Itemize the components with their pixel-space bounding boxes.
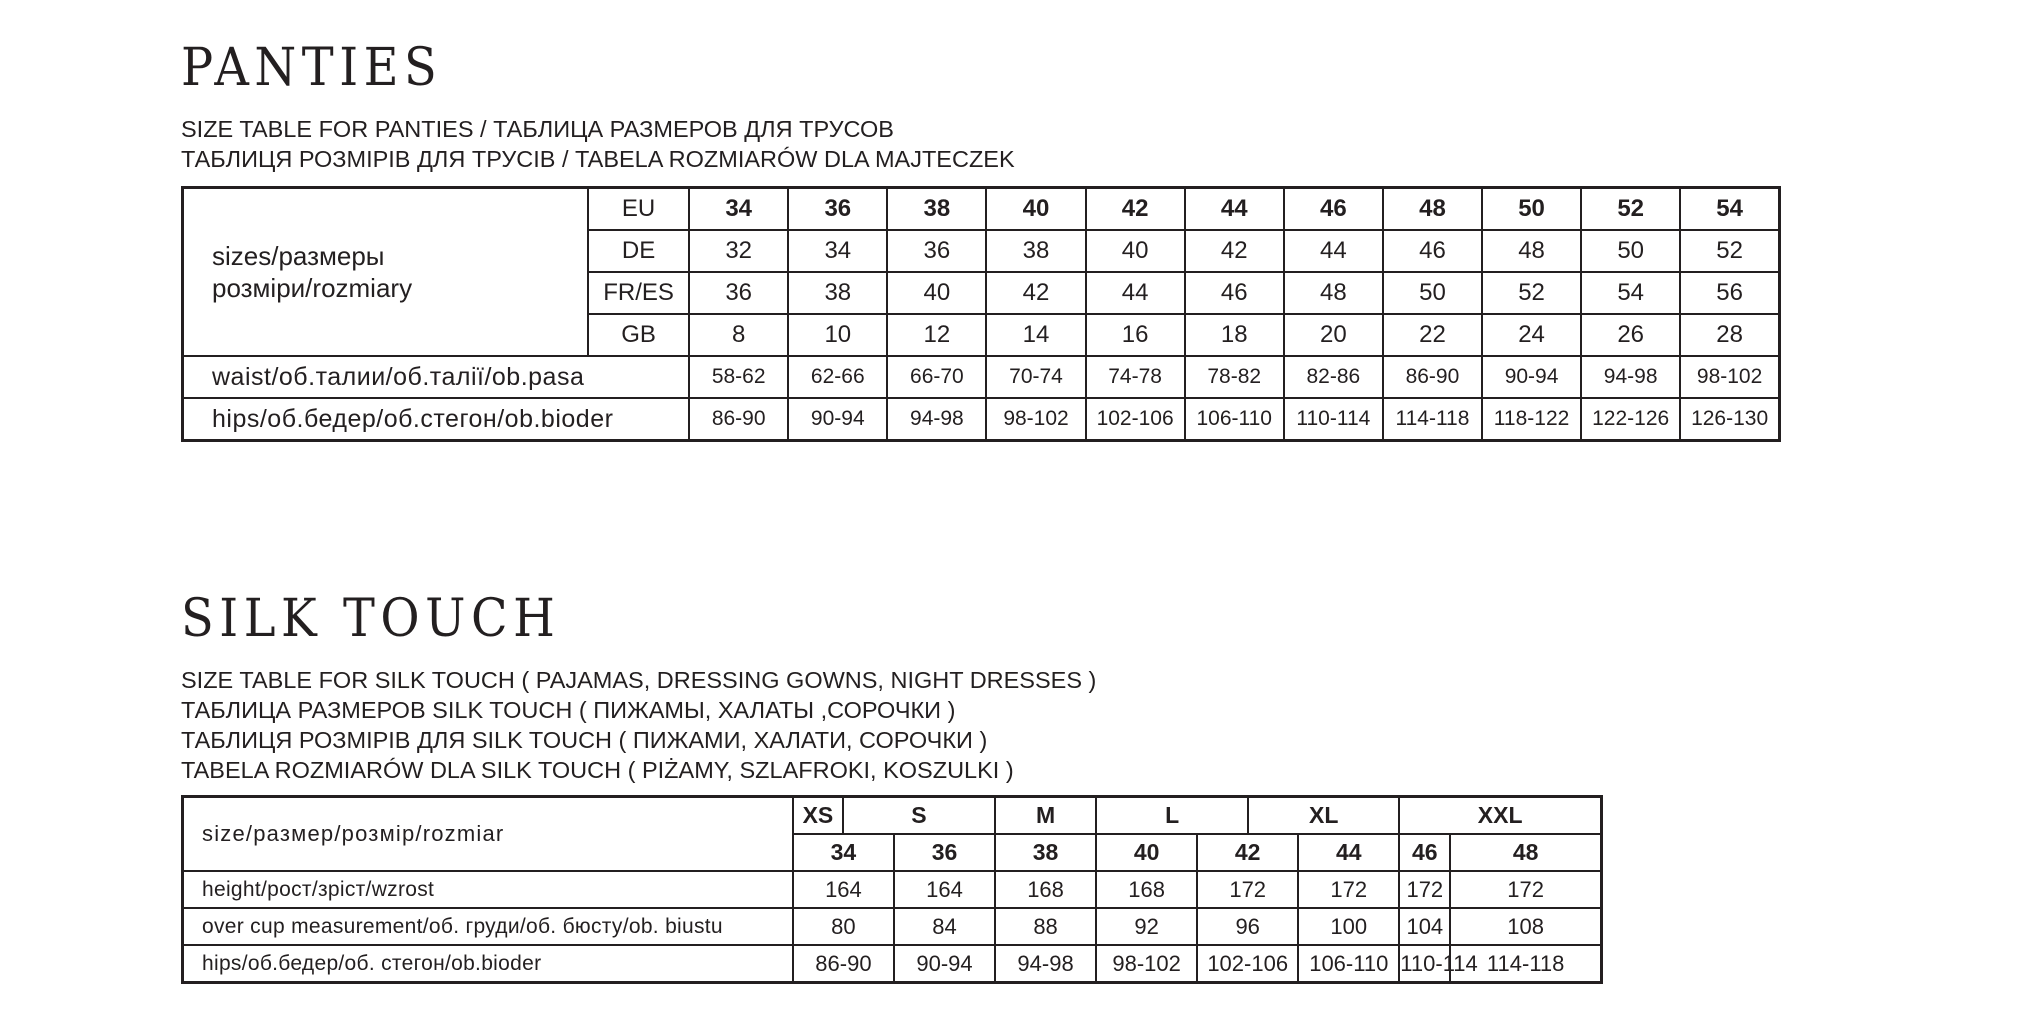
panties-subtitle xyxy=(181,114,1015,174)
measurement-cell: 98-102 xyxy=(986,398,1085,441)
measurement-cell: 80 xyxy=(793,908,894,945)
size-cell: 46 xyxy=(1284,188,1383,231)
measurement-cell: 86-90 xyxy=(793,945,894,983)
measurement-cell: 86-90 xyxy=(1383,356,1482,398)
number-size-cell: 36 xyxy=(894,834,995,871)
size-system-label: FR/ES xyxy=(588,272,689,314)
measurement-cell: 102-106 xyxy=(1197,945,1298,983)
size-cell: 12 xyxy=(887,314,986,356)
size-system-label: DE xyxy=(588,230,689,272)
sizes-label-line: розміри/rozmiary xyxy=(212,273,413,303)
measurement-cell: 66-70 xyxy=(887,356,986,398)
size-cell: 50 xyxy=(1581,230,1680,272)
table-row xyxy=(183,908,1602,945)
size-cell: 48 xyxy=(1284,272,1383,314)
size-cell: 10 xyxy=(788,314,887,356)
measurement-label: hips/об.бедер/об. стегон/ob.bioder xyxy=(183,945,793,983)
measurement-label: waist/об.талии/об.талії/ob.pasa xyxy=(183,356,690,398)
measurement-cell: 106-110 xyxy=(1298,945,1399,983)
panties-subtitle-line: SIZE TABLE FOR PANTIES / ТАБЛИЦА РАЗМЕРОВ ДЛЯ ТРУСОВ xyxy=(181,116,894,142)
silk-table-body xyxy=(183,797,1602,983)
measurement-cell: 94-98 xyxy=(1581,356,1680,398)
size-cell: 44 xyxy=(1086,272,1185,314)
table-row xyxy=(183,945,1602,983)
size-cell: 14 xyxy=(986,314,1085,356)
measurement-label: over cup measurement/об. груди/об. бюсту/ob. biustu xyxy=(183,908,793,945)
letter-size-cell: L xyxy=(1096,797,1248,835)
size-cell: 52 xyxy=(1581,188,1680,231)
table-row xyxy=(183,871,1602,908)
measurement-cell: 88 xyxy=(995,908,1096,945)
measurement-cell: 114-118 xyxy=(1383,398,1482,441)
table-row xyxy=(183,356,1780,398)
silk-subtitle-line: TABELA ROZMIARÓW DLA SILK TOUCH ( PIŻAMY, SZLAFROKI, KOSZULKI ) xyxy=(181,757,1014,783)
measurement-cell: 168 xyxy=(1096,871,1197,908)
panties-table-body xyxy=(183,188,1780,441)
size-cell: 18 xyxy=(1185,314,1284,356)
size-cell: 46 xyxy=(1383,230,1482,272)
sizes-label-cell xyxy=(183,188,589,357)
letter-size-cell: M xyxy=(995,797,1096,835)
letter-size-cell: S xyxy=(843,797,995,835)
measurement-cell: 94-98 xyxy=(887,398,986,441)
size-cell: 24 xyxy=(1482,314,1581,356)
number-size-cell: 38 xyxy=(995,834,1096,871)
measurement-cell: 98-102 xyxy=(1680,356,1779,398)
measurement-cell: 164 xyxy=(894,871,995,908)
measurement-cell: 96 xyxy=(1197,908,1298,945)
size-cell: 36 xyxy=(788,188,887,231)
silk-subtitle xyxy=(181,665,1096,785)
size-cell: 22 xyxy=(1383,314,1482,356)
panties-title: PANTIES xyxy=(181,38,443,98)
number-size-cell: 48 xyxy=(1450,834,1601,871)
measurement-cell: 84 xyxy=(894,908,995,945)
measurement-cell: 78-82 xyxy=(1185,356,1284,398)
measurement-cell: 114-118 xyxy=(1450,945,1601,983)
measurement-cell: 126-130 xyxy=(1680,398,1779,441)
size-cell: 34 xyxy=(689,188,788,231)
size-cell: 54 xyxy=(1680,188,1779,231)
sizes-label-line: sizes/размеры xyxy=(212,241,385,271)
measurement-cell: 118-122 xyxy=(1482,398,1581,441)
measurement-cell: 172 xyxy=(1298,871,1399,908)
silk-size-table xyxy=(181,795,1603,984)
size-label-cell: size/размер/розмір/rozmiar xyxy=(183,797,793,872)
size-system-label: GB xyxy=(588,314,689,356)
table-row xyxy=(183,398,1780,441)
silk-subtitle-line: SIZE TABLE FOR SILK TOUCH ( PAJAMAS, DRESSING GOWNS, NIGHT DRESSES ) xyxy=(181,667,1097,693)
measurement-cell: 90-94 xyxy=(1482,356,1581,398)
panties-subtitle-line: ТАБЛИЦЯ РОЗМІРІВ ДЛЯ ТРУСІВ / TABELA ROZMIARÓW DLA MAJTECZEK xyxy=(181,146,1015,172)
measurement-label: height/рост/зріст/wzrost xyxy=(183,871,793,908)
measurement-cell: 86-90 xyxy=(689,398,788,441)
size-cell: 50 xyxy=(1482,188,1581,231)
measurement-cell: 82-86 xyxy=(1284,356,1383,398)
measurement-cell: 62-66 xyxy=(788,356,887,398)
size-cell: 38 xyxy=(887,188,986,231)
number-size-cell: 42 xyxy=(1197,834,1298,871)
measurement-cell: 172 xyxy=(1197,871,1298,908)
measurement-cell: 106-110 xyxy=(1185,398,1284,441)
measurement-cell: 94-98 xyxy=(995,945,1096,983)
measurement-label: hips/об.бедер/об.стегон/ob.bioder xyxy=(183,398,690,441)
size-cell: 44 xyxy=(1284,230,1383,272)
size-cell: 38 xyxy=(986,230,1085,272)
size-cell: 36 xyxy=(689,272,788,314)
measurement-cell: 104 xyxy=(1399,908,1450,945)
table-row xyxy=(183,188,1780,231)
measurement-cell: 98-102 xyxy=(1096,945,1197,983)
letter-size-cell: XXL xyxy=(1399,797,1601,835)
number-size-cell: 44 xyxy=(1298,834,1399,871)
silk-subtitle-line: ТАБЛИЦА РАЗМЕРОВ SILK TOUCH ( ПИЖАМЫ, ХАЛАТЫ ,СОРОЧКИ ) xyxy=(181,697,956,723)
size-cell: 44 xyxy=(1185,188,1284,231)
size-cell: 52 xyxy=(1680,230,1779,272)
size-cell: 34 xyxy=(788,230,887,272)
measurement-cell: 164 xyxy=(793,871,894,908)
measurement-cell: 100 xyxy=(1298,908,1399,945)
silk-title: SILK TOUCH xyxy=(181,589,561,649)
size-cell: 40 xyxy=(1086,230,1185,272)
size-cell: 56 xyxy=(1680,272,1779,314)
panties-size-table xyxy=(181,186,1781,442)
size-cell: 8 xyxy=(689,314,788,356)
size-cell: 40 xyxy=(887,272,986,314)
measurement-cell: 74-78 xyxy=(1086,356,1185,398)
measurement-cell: 110-114 xyxy=(1284,398,1383,441)
size-cell: 40 xyxy=(986,188,1085,231)
size-cell: 26 xyxy=(1581,314,1680,356)
measurement-cell: 102-106 xyxy=(1086,398,1185,441)
size-cell: 46 xyxy=(1185,272,1284,314)
size-cell: 16 xyxy=(1086,314,1185,356)
measurement-cell: 90-94 xyxy=(894,945,995,983)
size-system-label: EU xyxy=(588,188,689,231)
size-cell: 48 xyxy=(1383,188,1482,231)
size-cell: 32 xyxy=(689,230,788,272)
number-size-cell: 34 xyxy=(793,834,894,871)
number-size-cell: 40 xyxy=(1096,834,1197,871)
number-size-cell: 46 xyxy=(1399,834,1450,871)
measurement-cell: 168 xyxy=(995,871,1096,908)
size-cell: 36 xyxy=(887,230,986,272)
size-cell: 20 xyxy=(1284,314,1383,356)
measurement-cell: 70-74 xyxy=(986,356,1085,398)
table-row xyxy=(183,797,1602,835)
size-cell: 42 xyxy=(1086,188,1185,231)
size-cell: 50 xyxy=(1383,272,1482,314)
measurement-cell: 92 xyxy=(1096,908,1197,945)
size-cell: 38 xyxy=(788,272,887,314)
size-cell: 42 xyxy=(1185,230,1284,272)
measurement-cell: 172 xyxy=(1399,871,1450,908)
letter-size-cell: XS xyxy=(793,797,843,835)
size-cell: 54 xyxy=(1581,272,1680,314)
size-cell: 52 xyxy=(1482,272,1581,314)
measurement-cell: 172 xyxy=(1450,871,1601,908)
measurement-cell: 58-62 xyxy=(689,356,788,398)
measurement-cell: 108 xyxy=(1450,908,1601,945)
measurement-cell: 90-94 xyxy=(788,398,887,441)
silk-subtitle-line: ТАБЛИЦЯ РОЗМІРІВ ДЛЯ SILK TOUCH ( ПИЖАМИ, ХАЛАТИ, СОРОЧКИ ) xyxy=(181,727,988,753)
measurement-cell: 122-126 xyxy=(1581,398,1680,441)
size-cell: 48 xyxy=(1482,230,1581,272)
letter-size-cell: XL xyxy=(1248,797,1399,835)
size-cell: 42 xyxy=(986,272,1085,314)
size-cell: 28 xyxy=(1680,314,1779,356)
measurement-cell: 110-114 xyxy=(1399,945,1450,983)
